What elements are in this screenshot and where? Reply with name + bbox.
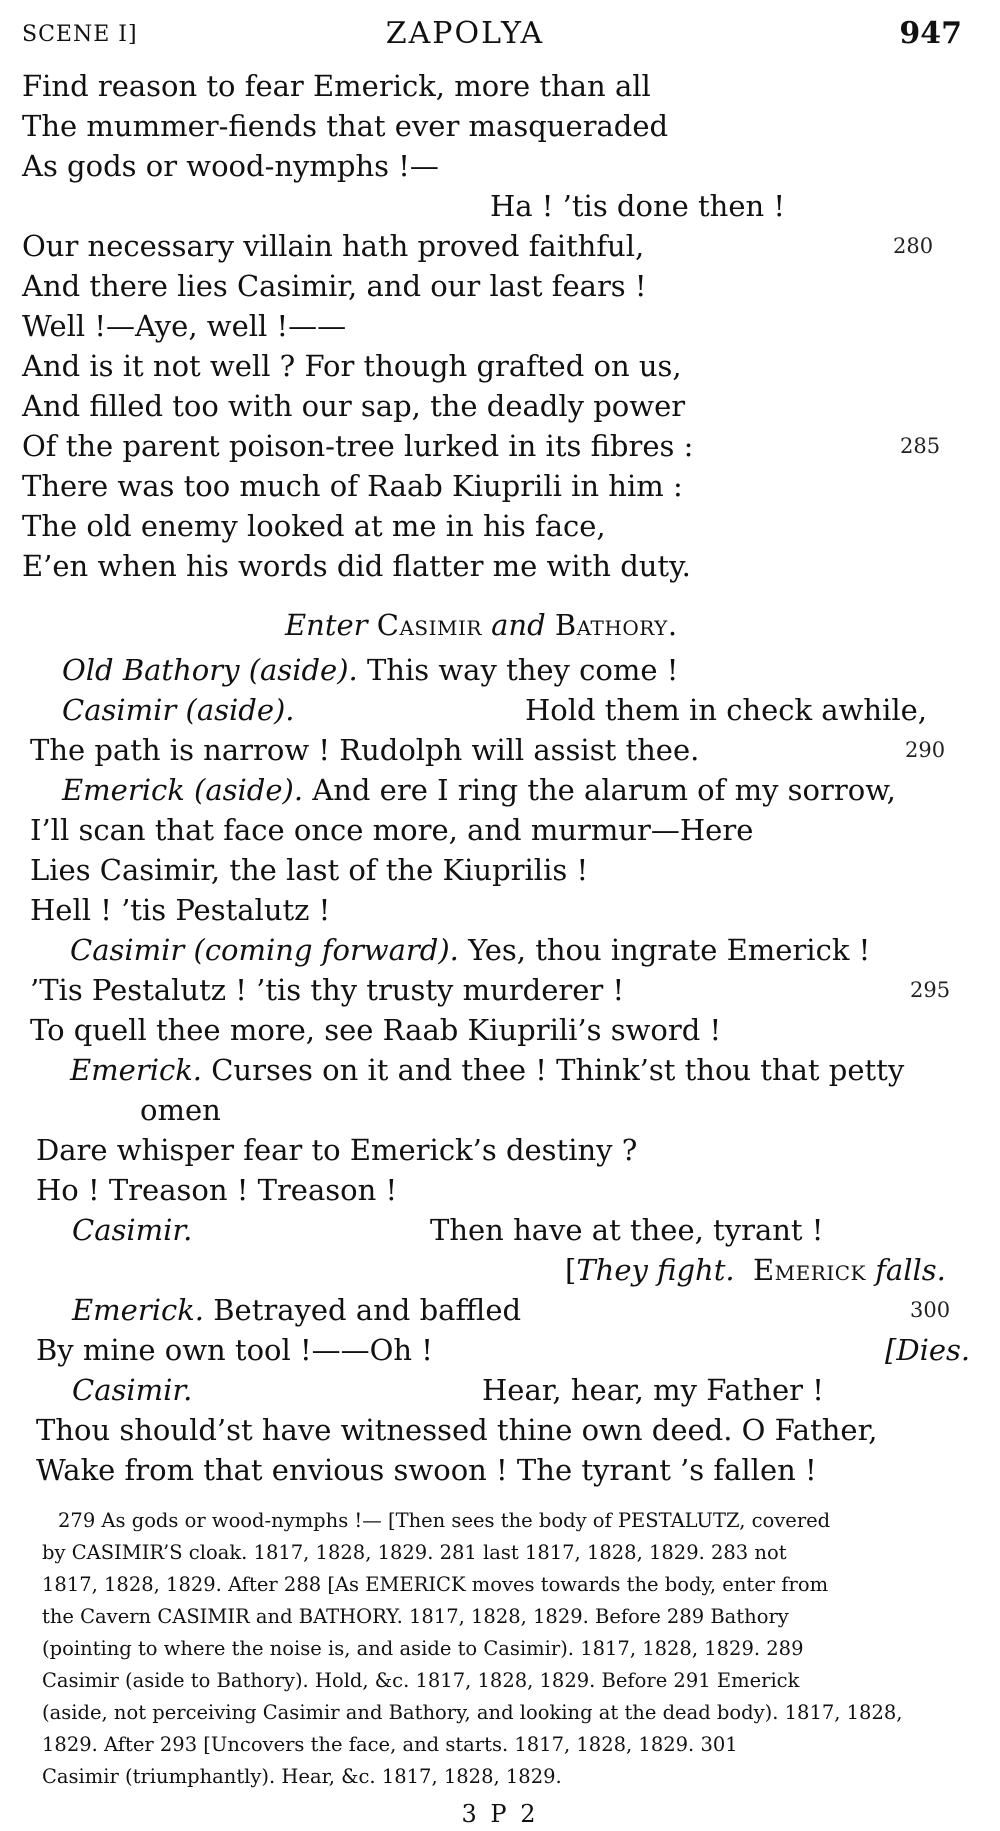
running-header [0,14,1000,54]
verse-line: Lies Casimir, the last of the Kiuprilis ! [30,853,589,887]
speech-text: Then have at thee, tyrant ! [430,1213,824,1247]
verse-line: The old enemy looked at me in his face, [22,509,606,543]
verse-line: And filled too with our sap, the deadly power [22,389,686,423]
speaker-name: Emerick. [70,1053,203,1087]
footnote-line: (aside, not perceiving Casimir and Bathory, and looking at the dead body). 1817, 1828, [42,1701,903,1724]
footnote-line: 279 As gods or wood-nymphs !— [Then sees the body of PESTALUTZ, covered [58,1509,831,1532]
speech-line: Emerick (aside). And ere I ring the alarum of my sorrow, [62,773,896,807]
speech-line: Casimir (aside). [62,693,295,727]
verse-line: I’ll scan that face once more, and murmur—Here [30,813,754,847]
speaker-name: Old Bathory [62,653,240,687]
verse-line: Of the parent poison-tree lurked in its fibres : [22,429,694,463]
speaker-name: Casimir. [72,1213,193,1247]
verse-line: Wake from that envious swoon ! The tyrant ’s fallen ! [36,1453,817,1487]
stage-direction: Enter Casimir and Bathory. [285,608,678,642]
verse-line: By mine own tool !——Oh ! [36,1333,433,1367]
speech-text: Hear, hear, my Father ! [482,1373,824,1407]
verse-line: The mummer-fiends that ever masqueraded [22,109,669,143]
verse-line: As gods or wood-nymphs !— [22,149,439,183]
verse-line: Find reason to fear Emerick, more than all [22,69,651,103]
verse-line: And is it not well ? For though grafted on us, [22,349,682,383]
footnote-line: (pointing to where the noise is, and aside to Casimir). 1817, 1828, 1829. 289 [42,1637,804,1660]
footnote-line: by CASIMIR’S cloak. 1817, 1828, 1829. 281 last 1817, 1828, 1829. 283 not [42,1541,787,1564]
verse-line: Dare whisper fear to Emerick’s destiny ? [36,1133,638,1167]
footnote-line: Casimir (triumphantly). Hear, &c. 1817, 1828, 1829. [42,1765,562,1788]
footnote-line: 1829. After 293 [Uncovers the face, and starts. 1817, 1828, 1829. 301 [42,1733,738,1756]
line-number: 300 [910,1298,951,1322]
line-number: 295 [910,978,951,1002]
verse-line: To quell thee more, see Raab Kiuprili’s sword ! [30,1013,722,1047]
speaker-name: Casimir [70,933,185,967]
verse-line: The path is narrow ! Rudolph will assist thee. [30,733,700,767]
footnote-line: 1817, 1828, 1829. After 288 [As EMERICK moves towards the body, enter from [42,1573,829,1596]
stage-direction: [They fight. Emerick falls. [565,1253,946,1287]
line-number: 290 [905,738,946,762]
line-number: 280 [893,234,934,258]
printer-signature: 3 P 2 [461,1800,539,1828]
speaker-name: Casimir. [72,1373,193,1407]
speaker-name: Casimir [62,693,177,727]
speech-line: Emerick. Curses on it and thee ! Think’st thou that petty [70,1053,905,1087]
verse-line: And there lies Casimir, and our last fears ! [22,269,647,303]
page-number: 947 [899,16,962,51]
footnote-line: the Cavern CASIMIR and BATHORY. 1817, 1828, 1829. Before 289 Bathory [42,1605,789,1628]
page-title: ZAPOLYA [385,16,545,51]
speech-line: Casimir (coming forward). Yes, thou ingrate Emerick ! [70,933,871,967]
line-number: 285 [900,434,941,458]
stage-direction: [Dies. [885,1333,971,1367]
verse-line: Hell ! ’tis Pestalutz ! [30,893,331,927]
speaker-name: Emerick. [72,1293,205,1327]
speech-line: Emerick. Betrayed and baffled [72,1293,522,1327]
verse-line: omen [140,1093,221,1127]
footnote-line: Casimir (aside to Bathory). Hold, &c. 1817, 1828, 1829. Before 291 Emerick [42,1669,800,1692]
verse-line: There was too much of Raab Kiuprili in him : [22,469,683,503]
speaker-name: Emerick [62,773,185,807]
verse-line: Ho ! Treason ! Treason ! [36,1173,398,1207]
speech-line: Old Bathory (aside). This way they come ! [62,653,679,687]
verse-line: E’en when his words did flatter me with duty. [22,549,691,583]
verse-line: Our necessary villain hath proved faithful, [22,229,645,263]
verse-line: Thou should’st have witnessed thine own deed. O Father, [36,1413,878,1447]
speech-text: Hold them in check awhile, [525,693,928,727]
verse-line: ’Tis Pestalutz ! ’tis thy trusty murderer ! [30,973,625,1007]
scene-label: SCENE I] [22,22,138,47]
verse-line: Well !—Aye, well !—— [22,309,347,343]
verse-line: Ha ! ’tis done then ! [490,189,786,223]
